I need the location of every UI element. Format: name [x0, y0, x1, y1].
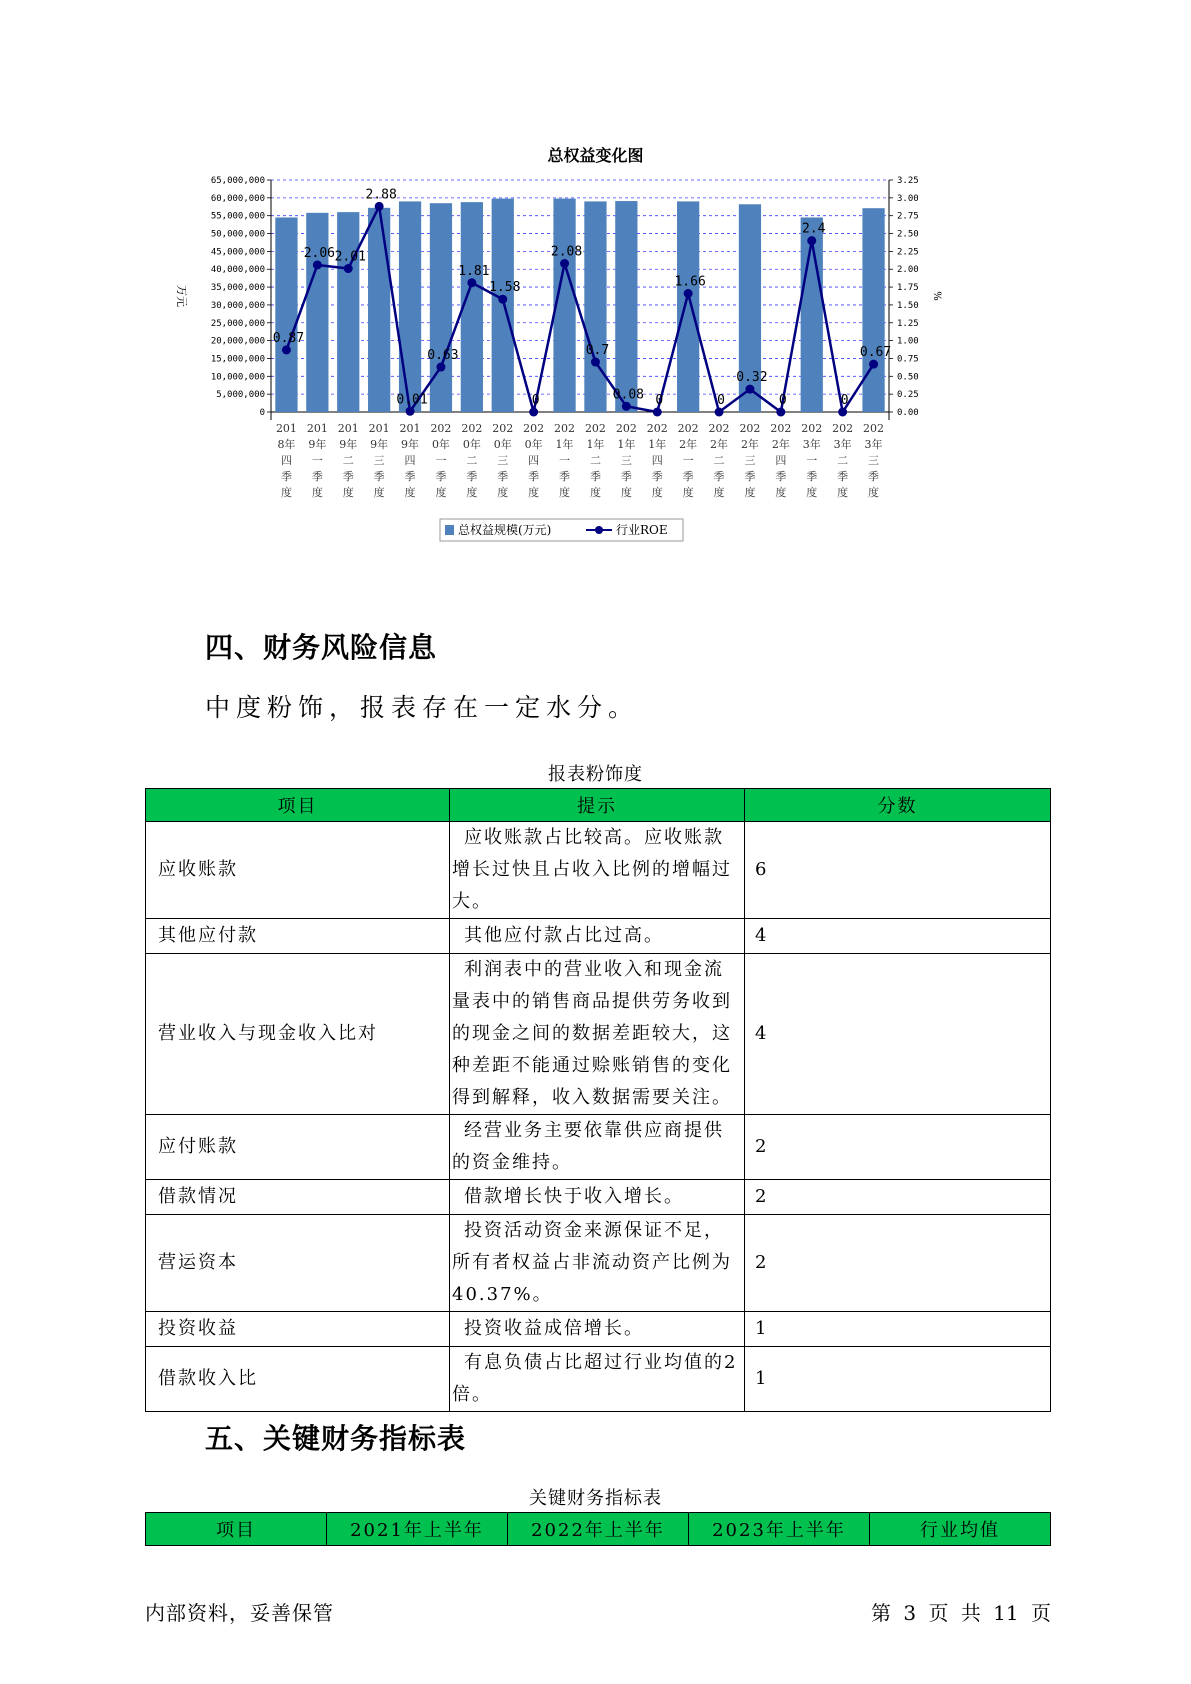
x-tick-label: 度 — [806, 486, 818, 499]
x-tick-label: 2年 — [740, 438, 759, 451]
x-tick-label: 202 — [801, 422, 823, 435]
x-tick-label: 度 — [682, 486, 694, 499]
bar — [615, 201, 637, 412]
x-tick-label: 8年 — [277, 438, 296, 451]
data-label: 0.67 — [859, 345, 892, 361]
right-tick-label: 3.00 — [897, 193, 919, 204]
x-tick-label: 二 — [837, 454, 849, 467]
roe-point — [560, 259, 569, 268]
data-label: 0.87 — [272, 330, 305, 346]
x-tick-label: 度 — [868, 486, 880, 499]
section4-heading: 四、财务风险信息 — [205, 631, 438, 664]
data-label: 2.08 — [550, 244, 583, 260]
left-tick-label: 45,000,000 — [210, 247, 265, 258]
x-tick-label: 度 — [589, 486, 601, 499]
data-label: 0.32 — [736, 370, 768, 386]
x-tick-label: 202 — [523, 422, 545, 435]
data-label: 2.01 — [334, 249, 366, 265]
x-tick-label: 201 — [368, 422, 390, 435]
legend-label-bar: 总权益规模(万元) — [458, 523, 552, 537]
x-tick-label: 度 — [651, 486, 663, 499]
bar — [492, 199, 514, 412]
right-tick-label: 1.75 — [897, 283, 919, 294]
x-tick-label: 季 — [435, 470, 447, 483]
x-tick-label: 季 — [775, 470, 787, 483]
x-tick-label: 季 — [373, 470, 385, 483]
x-tick-label: 202 — [461, 422, 483, 435]
x-tick-label: 202 — [646, 422, 668, 435]
roe-point — [498, 295, 507, 304]
right-tick-label: 0.75 — [897, 354, 919, 365]
row-item: 应收账款 — [146, 822, 450, 919]
header-cell: 2022年上半年 — [508, 1513, 689, 1546]
kpi-table — [145, 1512, 1051, 1546]
legend-swatch-marker — [595, 526, 603, 534]
roe-point — [529, 408, 538, 417]
left-tick-label: 65,000,000 — [210, 176, 265, 186]
x-tick-label: 度 — [373, 486, 385, 499]
data-label: 0.7 — [585, 343, 610, 359]
x-tick-label: 202 — [615, 422, 637, 435]
x-tick-label: 3年 — [833, 438, 852, 451]
x-tick-label: 季 — [682, 470, 694, 483]
header-cell: 分数 — [745, 789, 1051, 822]
x-tick-label: 度 — [837, 486, 849, 499]
footer-note: 内部资料，妥善保管 — [145, 1601, 334, 1625]
data-label: 2.06 — [303, 245, 336, 261]
x-tick-label: 9年 — [401, 438, 420, 451]
table-row — [146, 919, 1051, 954]
x-tick-label: 201 — [337, 422, 359, 435]
x-tick-label: 2年 — [679, 438, 698, 451]
x-tick-label: 一 — [806, 454, 818, 467]
x-tick-label: 1年 — [555, 438, 574, 451]
x-tick-label: 度 — [404, 486, 416, 499]
x-tick-label: 度 — [775, 486, 787, 499]
data-label: 0.01 — [396, 392, 428, 408]
row-item: 应付账款 — [146, 1115, 450, 1180]
row-score: 2 — [745, 1215, 1051, 1312]
roe-point — [344, 264, 353, 273]
left-tick-label: 30,000,000 — [210, 300, 265, 311]
x-tick-label: 202 — [492, 422, 514, 435]
x-tick-label: 1年 — [648, 438, 667, 451]
right-tick-label: 2.75 — [897, 211, 919, 222]
x-tick-label: 9年 — [370, 438, 389, 451]
row-hint: 投资收益成倍增长。 — [450, 1312, 745, 1347]
row-item: 借款收入比 — [146, 1347, 450, 1412]
x-tick-label: 三 — [868, 454, 880, 467]
row-hint: 利润表中的营业收入和现金流量表中的销售商品提供劳务收到的现金之间的数据差距较大，这种差距不能通过赊账销售的变化得到解释，收入数据需要关注。 — [450, 954, 745, 1115]
data-label: 0 — [655, 393, 664, 408]
roe-point — [282, 345, 291, 354]
roe-point — [684, 289, 693, 298]
left-tick-label: 60,000,000 — [210, 193, 265, 204]
data-label: 0.63 — [427, 348, 459, 364]
x-tick-label: 3年 — [802, 438, 821, 451]
bar — [337, 212, 359, 412]
x-tick-label: 度 — [559, 486, 571, 499]
y-axis-label-right: % — [931, 291, 942, 301]
roe-point — [406, 407, 415, 416]
x-tick-label: 201 — [399, 422, 421, 435]
x-tick-label: 9年 — [308, 438, 327, 451]
row-hint: 有息负债占比超过行业均值的2倍。 — [450, 1347, 745, 1412]
x-tick-label: 季 — [342, 470, 354, 483]
x-tick-label: 四 — [528, 454, 540, 467]
right-tick-label: 2.00 — [897, 265, 919, 276]
y-axis-label-left: 万元 — [175, 285, 188, 307]
right-tick-label: 1.00 — [897, 336, 919, 347]
x-tick-label: 季 — [311, 470, 323, 483]
table-row — [146, 1180, 1051, 1215]
x-tick-label: 度 — [466, 486, 478, 499]
roe-point — [745, 385, 754, 394]
x-tick-label: 四 — [280, 454, 292, 467]
row-item: 营业收入与现金收入比对 — [146, 954, 450, 1115]
x-tick-label: 202 — [770, 422, 792, 435]
right-tick-label: 1.50 — [897, 300, 919, 311]
bar — [368, 208, 390, 412]
x-tick-label: 202 — [863, 422, 885, 435]
header-cell: 项目 — [146, 789, 450, 822]
roe-point — [653, 408, 662, 417]
roe-point — [807, 236, 816, 245]
x-tick-label: 季 — [466, 470, 478, 483]
roe-point — [715, 408, 724, 417]
x-tick-label: 202 — [832, 422, 854, 435]
x-tick-label: 季 — [404, 470, 416, 483]
roe-point — [622, 402, 631, 411]
legend-swatch-bar — [445, 525, 454, 535]
section5-heading: 五、关键财务指标表 — [205, 1422, 467, 1455]
data-label: 0 — [840, 393, 849, 408]
x-tick-label: 三 — [744, 454, 756, 467]
x-tick-label: 二 — [713, 454, 725, 467]
risk-table — [145, 788, 1051, 1412]
x-tick-label: 度 — [528, 486, 540, 499]
bar — [430, 203, 452, 412]
row-hint: 其他应付款占比过高。 — [450, 919, 745, 954]
x-tick-label: 202 — [430, 422, 452, 435]
x-tick-label: 四 — [775, 454, 787, 467]
x-tick-label: 季 — [559, 470, 571, 483]
x-tick-label: 二 — [342, 454, 354, 467]
row-score: 4 — [745, 919, 1051, 954]
x-tick-label: 度 — [620, 486, 632, 499]
x-tick-label: 度 — [311, 486, 323, 499]
x-tick-label: 0年 — [431, 438, 450, 451]
table-row — [146, 954, 1051, 1115]
roe-point — [869, 360, 878, 369]
left-tick-label: 5,000,000 — [216, 390, 265, 401]
x-tick-label: 四 — [404, 454, 416, 467]
data-label: 0 — [717, 393, 725, 408]
kpi-table-caption: 关键财务指标表 — [529, 1488, 662, 1509]
x-tick-label: 3年 — [864, 438, 883, 451]
x-tick-label: 一 — [682, 454, 694, 467]
row-hint: 应收账款占比较高。应收账款增长过快且占收入比例的增幅过大。 — [450, 822, 745, 919]
page-number: 第 3 页 共 11 页 — [871, 1601, 1051, 1625]
left-tick-label: 40,000,000 — [210, 265, 265, 276]
table-row — [146, 1215, 1051, 1312]
row-item: 其他应付款 — [146, 919, 450, 954]
table-row — [146, 822, 1051, 919]
x-tick-label: 二 — [589, 454, 601, 467]
left-tick-label: 10,000,000 — [210, 372, 265, 383]
x-tick-label: 201 — [275, 422, 297, 435]
right-tick-label: 0.25 — [897, 390, 919, 401]
x-tick-label: 2年 — [710, 438, 729, 451]
roe-point — [838, 408, 847, 417]
risk-table-caption: 报表粉饰度 — [548, 764, 643, 785]
header-cell: 项目 — [146, 1513, 327, 1546]
roe-point — [313, 260, 322, 269]
x-tick-label: 季 — [497, 470, 509, 483]
bar — [584, 201, 606, 412]
row-score: 2 — [745, 1180, 1051, 1215]
x-tick-label: 202 — [584, 422, 606, 435]
x-tick-label: 季 — [589, 470, 601, 483]
row-score: 6 — [745, 822, 1051, 919]
x-tick-label: 1年 — [586, 438, 605, 451]
risk-table-header — [146, 789, 1051, 822]
header-cell: 2023年上半年 — [689, 1513, 870, 1546]
x-tick-label: 度 — [342, 486, 354, 499]
row-hint: 借款增长快于收入增长。 — [450, 1180, 745, 1215]
x-tick-label: 一 — [559, 454, 571, 467]
x-tick-label: 季 — [868, 470, 880, 483]
x-tick-label: 二 — [466, 454, 478, 467]
bar — [677, 201, 699, 412]
header-cell: 提示 — [450, 789, 745, 822]
x-tick-label: 三 — [497, 454, 509, 467]
table-row — [146, 1347, 1051, 1412]
right-tick-label: 1.25 — [897, 318, 919, 329]
x-tick-label: 三 — [373, 454, 385, 467]
row-hint: 投资活动资金来源保证不足，所有者权益占非流动资产比例为40.37%。 — [450, 1215, 745, 1312]
bar — [275, 217, 297, 412]
left-tick-label: 15,000,000 — [210, 354, 265, 365]
bar — [399, 201, 421, 412]
bar — [862, 208, 884, 412]
x-tick-label: 2年 — [771, 438, 790, 451]
x-tick-label: 度 — [280, 486, 292, 499]
right-tick-label: 0.50 — [897, 372, 919, 383]
left-tick-label: 35,000,000 — [210, 283, 265, 294]
bar — [306, 213, 328, 412]
x-tick-label: 一 — [435, 454, 447, 467]
legend-label-line: 行业ROE — [616, 523, 668, 537]
x-tick-label: 0年 — [493, 438, 512, 451]
x-tick-label: 四 — [651, 454, 663, 467]
data-label: 1.66 — [674, 274, 706, 290]
data-label: 0 — [778, 393, 787, 408]
row-item: 投资收益 — [146, 1312, 450, 1347]
x-tick-label: 9年 — [339, 438, 358, 451]
data-label: 0.08 — [612, 387, 645, 403]
x-tick-label: 201 — [306, 422, 328, 435]
x-tick-label: 度 — [497, 486, 509, 499]
left-tick-label: 0 — [259, 408, 265, 418]
x-tick-label: 季 — [837, 470, 849, 483]
x-tick-label: 1年 — [617, 438, 636, 451]
roe-point — [467, 278, 476, 287]
row-score: 2 — [745, 1115, 1051, 1180]
header-cell: 2021年上半年 — [327, 1513, 508, 1546]
data-label: 1.58 — [489, 280, 521, 296]
equity-chart — [170, 170, 1030, 600]
roe-point — [591, 358, 600, 367]
x-tick-label: 202 — [739, 422, 761, 435]
data-label: 2.88 — [365, 187, 397, 203]
x-tick-label: 季 — [528, 470, 540, 483]
x-tick-label: 度 — [744, 486, 756, 499]
x-tick-label: 202 — [708, 422, 730, 435]
left-tick-label: 55,000,000 — [210, 211, 265, 222]
row-item: 借款情况 — [146, 1180, 450, 1215]
section4-summary: 中度粉饰，报表存在一定水分。 — [205, 693, 640, 722]
right-tick-label: 3.25 — [897, 176, 919, 186]
right-tick-label: 2.50 — [897, 229, 919, 240]
x-tick-label: 季 — [651, 470, 663, 483]
row-score: 1 — [745, 1347, 1051, 1412]
x-tick-label: 度 — [713, 486, 725, 499]
data-label: 0 — [531, 393, 540, 408]
left-tick-label: 25,000,000 — [210, 318, 265, 329]
x-tick-label: 一 — [311, 454, 323, 467]
x-tick-label: 0年 — [462, 438, 481, 451]
roe-point — [776, 408, 785, 417]
x-tick-label: 季 — [806, 470, 818, 483]
x-tick-label: 季 — [280, 470, 292, 483]
table-row — [146, 1115, 1051, 1180]
header-cell: 行业均值 — [870, 1513, 1051, 1546]
x-tick-label: 度 — [435, 486, 447, 499]
table-row — [146, 1312, 1051, 1347]
row-item: 营运资本 — [146, 1215, 450, 1312]
kpi-table-header — [146, 1513, 1051, 1546]
x-tick-label: 202 — [554, 422, 576, 435]
chart-title: 总权益变化图 — [547, 146, 644, 165]
row-hint: 经营业务主要依靠供应商提供的资金维持。 — [450, 1115, 745, 1180]
right-tick-label: 0.00 — [897, 408, 919, 418]
x-tick-label: 季 — [620, 470, 632, 483]
roe-point — [375, 202, 384, 211]
x-tick-label: 季 — [744, 470, 756, 483]
roe-point — [436, 363, 445, 372]
left-tick-label: 50,000,000 — [210, 229, 265, 240]
x-tick-label: 三 — [620, 454, 632, 467]
left-tick-label: 20,000,000 — [210, 336, 265, 347]
x-tick-label: 202 — [677, 422, 699, 435]
row-score: 4 — [745, 954, 1051, 1115]
data-label: 1.81 — [458, 263, 490, 279]
data-label: 2.4 — [802, 221, 826, 237]
row-score: 1 — [745, 1312, 1051, 1347]
right-tick-label: 2.25 — [897, 247, 919, 258]
x-tick-label: 季 — [713, 470, 725, 483]
x-tick-label: 0年 — [524, 438, 543, 451]
